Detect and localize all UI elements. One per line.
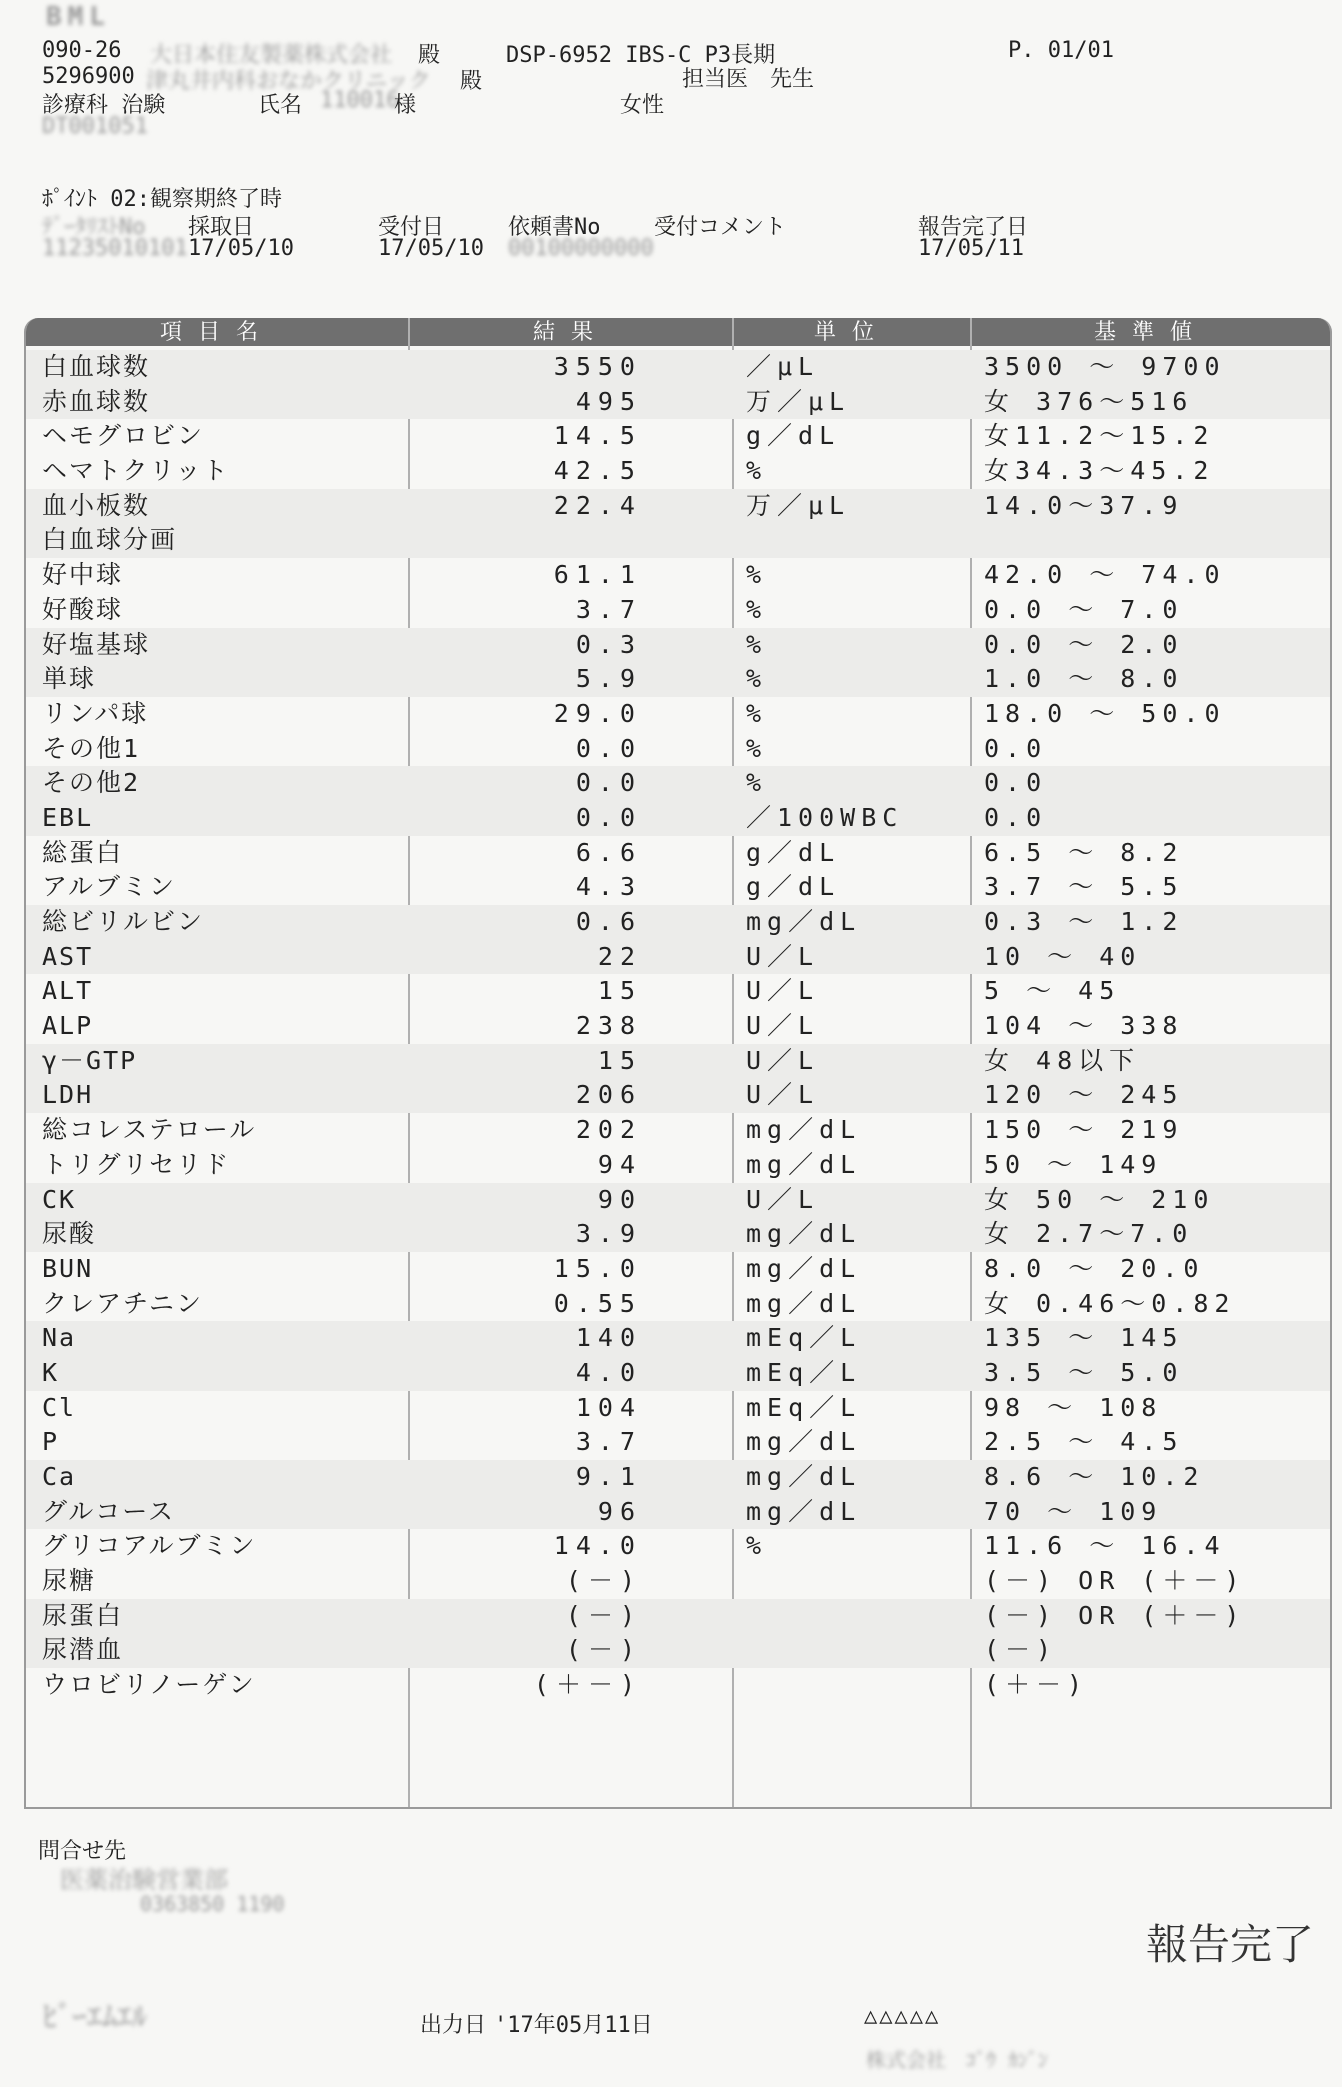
reference-range: 70 ～ 109	[984, 1496, 1163, 1526]
reference-range: 3.5 ～ 5.0	[984, 1357, 1184, 1387]
reference-range: (－) OR (＋－)	[984, 1600, 1246, 1630]
table-row	[26, 1321, 1330, 1356]
table-row	[26, 1287, 1330, 1322]
study-code: DSP-6952 IBS-C P3長期	[506, 43, 776, 68]
contact-label: 問合せ先	[38, 1839, 127, 1864]
table-row	[26, 1633, 1330, 1668]
reception-comment-label: 受付コメント	[654, 215, 787, 240]
unit: U／L	[746, 1080, 820, 1110]
unit: %	[746, 698, 768, 728]
item-name: P	[42, 1427, 60, 1457]
item-name: EBL	[42, 802, 94, 832]
result-value: 0.0	[575, 768, 642, 798]
reference-range: 0.0	[984, 733, 1048, 763]
result-value: 202	[575, 1115, 642, 1145]
item-name: Ca	[42, 1462, 77, 1491]
unit: mEq／L	[746, 1392, 862, 1422]
clinic-name: 津丸井内科おなかクリニック	[146, 69, 431, 94]
item-name: ヘモグロビン	[42, 421, 205, 451]
datalist-value: 11235010101	[42, 236, 188, 261]
client-honorific: 殿	[418, 43, 441, 68]
unit: mg／dL	[746, 1496, 862, 1526]
collection-date: 17/05/10	[188, 236, 294, 261]
table-row	[26, 732, 1330, 767]
item-name: 尿糖	[42, 1566, 97, 1596]
reference-range: 女 376～516	[984, 386, 1194, 416]
table-row	[26, 523, 1330, 558]
reference-range: 11.6 ～ 16.4	[984, 1531, 1226, 1561]
item-name: LDH	[42, 1080, 94, 1110]
reference-range: 女 50 ～ 210	[984, 1184, 1215, 1214]
result-value: 15	[597, 976, 642, 1006]
table-row	[26, 1391, 1330, 1426]
company-name: ﾋﾞｰｴﾑｴﾙ	[42, 2000, 147, 2035]
request-number: 00100000000	[508, 236, 654, 261]
unit: mg／dL	[746, 1149, 862, 1179]
department: 診療科 治験	[42, 93, 166, 118]
contact-phone: 0363850 1190	[140, 1892, 285, 1916]
result-value: 0.3	[575, 629, 642, 659]
triangle-marks: △△△△△	[864, 2004, 941, 2029]
header-item-name: 項目名	[159, 319, 274, 344]
result-value: 5.9	[575, 664, 642, 694]
reference-range: 98 ～ 108	[984, 1392, 1163, 1422]
table-row	[26, 593, 1330, 628]
item-name: 白血球数	[42, 352, 151, 381]
page-number: P. 01/01	[1008, 38, 1114, 63]
results-table	[24, 318, 1332, 1809]
table-header	[26, 318, 1330, 346]
patient-sex: 女性	[620, 93, 665, 118]
reference-range: 0.0	[984, 802, 1048, 832]
doctor-label: 担当医 先生	[682, 67, 815, 92]
unit: mg／dL	[746, 1253, 862, 1283]
result-value: 29.0	[553, 698, 642, 728]
result-value: 15	[597, 1045, 642, 1075]
result-value: (－)	[565, 1635, 642, 1665]
unit: %	[746, 733, 768, 763]
unit: mg／dL	[746, 1427, 862, 1457]
result-value: 90	[597, 1184, 642, 1214]
contact-department: 医薬治験営業部	[60, 1866, 228, 1894]
result-value: 22.4	[553, 490, 642, 520]
table-row	[26, 1495, 1330, 1530]
reference-range: 女 2.7～7.0	[984, 1219, 1194, 1249]
unit: mEq／L	[746, 1357, 862, 1387]
result-value: 495	[575, 386, 642, 416]
table-row	[26, 1564, 1330, 1599]
table-row	[26, 558, 1330, 593]
result-value: 9.1	[575, 1462, 642, 1491]
reference-range: 女11.2～15.2	[984, 421, 1215, 451]
reference-range: 女 0.46～0.82	[984, 1288, 1236, 1318]
result-value: 4.3	[575, 872, 642, 902]
item-name: 尿潜血	[42, 1635, 124, 1665]
item-name: その他2	[42, 768, 141, 798]
table-row	[26, 1044, 1330, 1079]
item-name: アルブミン	[42, 872, 177, 902]
item-name: グリコアルブミン	[42, 1531, 257, 1561]
unit: mEq／L	[746, 1323, 862, 1353]
result-value: 22	[597, 941, 642, 971]
patient-honorific: 様	[394, 93, 417, 118]
unit: ／100WBC	[746, 802, 904, 832]
clinic-honorific: 殿	[460, 69, 483, 94]
item-name: リンパ球	[42, 698, 149, 728]
result-value: (＋－)	[533, 1670, 642, 1700]
unit: %	[746, 456, 768, 486]
received-date: 17/05/10	[378, 236, 484, 261]
header-reference: 基準値	[1093, 319, 1208, 344]
table-row	[26, 1183, 1330, 1218]
table-row	[26, 628, 1330, 663]
received-date-label: 受付日	[378, 215, 445, 240]
result-value: 206	[575, 1080, 642, 1110]
reference-range: 120 ～ 245	[984, 1080, 1184, 1110]
reference-range: 50 ～ 149	[984, 1149, 1163, 1179]
table-row	[26, 1425, 1330, 1460]
result-value: 0.0	[575, 802, 642, 832]
result-value: 0.55	[553, 1288, 642, 1318]
patient-name: 110016	[320, 88, 400, 113]
reference-range: 18.0 ～ 50.0	[984, 698, 1226, 728]
client-name: 大日本住友製薬株式会社	[150, 43, 393, 68]
reference-range: 6.5 ～ 8.2	[984, 837, 1184, 867]
result-value: 15.0	[553, 1253, 642, 1283]
table-row	[26, 419, 1330, 454]
item-name: 総蛋白	[42, 837, 124, 867]
item-name: 総ビリルビン	[42, 907, 205, 936]
item-name: 好酸球	[42, 594, 124, 624]
result-value: (－)	[565, 1600, 642, 1630]
collection-date-label: 採取日	[188, 215, 255, 240]
reference-range: 8.6 ～ 10.2	[984, 1462, 1205, 1491]
clinic-code: 5296900	[42, 64, 135, 89]
table-row	[26, 1078, 1330, 1113]
unit: mg／dL	[746, 1219, 862, 1249]
item-name: Cl	[42, 1392, 77, 1422]
result-value: 0.0	[575, 733, 642, 763]
reference-range: (－)	[984, 1635, 1058, 1665]
header-result: 結果	[532, 319, 609, 344]
unit: %	[746, 768, 768, 798]
reference-range: 135 ～ 145	[984, 1323, 1184, 1353]
reference-range: 10 ～ 40	[984, 941, 1142, 971]
result-value: 3550	[553, 352, 642, 381]
item-name: 好中球	[42, 560, 124, 590]
reference-range: 14.0～37.9	[984, 490, 1184, 520]
reference-range: 0.0 ～ 7.0	[984, 594, 1184, 624]
table-row	[26, 974, 1330, 1009]
unit: mg／dL	[746, 1115, 862, 1145]
item-name: BUN	[42, 1253, 94, 1283]
unit: g／dL	[746, 421, 841, 451]
result-value: 14.5	[553, 421, 642, 451]
unit: g／dL	[746, 837, 841, 867]
unit: U／L	[746, 1045, 820, 1075]
reference-range: 104 ～ 338	[984, 1011, 1184, 1041]
result-value: 0.6	[575, 907, 642, 936]
reference-range: 0.0	[984, 768, 1048, 798]
result-value: 3.7	[575, 594, 642, 624]
table-row	[26, 662, 1330, 697]
unit: U／L	[746, 1011, 820, 1041]
item-name: CK	[42, 1184, 77, 1214]
table-row	[26, 1668, 1330, 1703]
table-row	[26, 350, 1330, 385]
report-date-label: 報告完了日	[918, 215, 1029, 240]
result-value: 42.5	[553, 456, 642, 486]
item-name: ウロビリノーゲン	[42, 1670, 256, 1700]
table-row	[26, 489, 1330, 524]
output-date-label: 出力日	[420, 2013, 487, 2038]
item-name: 尿酸	[42, 1219, 97, 1249]
item-name: 好塩基球	[42, 629, 151, 659]
report-complete-stamp: 報告完了	[1146, 1920, 1315, 1969]
item-name: Na	[42, 1323, 77, 1353]
item-name: 赤血球数	[42, 386, 151, 416]
item-name: グルコース	[42, 1496, 176, 1526]
unit: %	[746, 629, 768, 659]
item-name: 血小板数	[42, 490, 151, 520]
reference-range: (－) OR (＋－)	[984, 1566, 1246, 1596]
reference-range: 150 ～ 219	[984, 1115, 1184, 1145]
result-value: 3.7	[575, 1427, 642, 1457]
unit: 万／μL	[746, 386, 851, 416]
result-value: 14.0	[553, 1531, 642, 1561]
unit: %	[746, 664, 768, 694]
item-name: その他1	[42, 733, 141, 763]
reference-range: 5 ～ 45	[984, 976, 1121, 1006]
reference-range: 3.7 ～ 5.5	[984, 872, 1184, 902]
item-name: 総コレステロール	[42, 1115, 257, 1145]
table-row	[26, 1217, 1330, 1252]
patient-name-label: 氏名	[258, 93, 303, 118]
unit: 万／μL	[746, 490, 851, 520]
item-name: ヘマトクリット	[42, 456, 230, 486]
unit: mg／dL	[746, 907, 862, 936]
reference-range: 1.0 ～ 8.0	[984, 664, 1184, 694]
item-name: ALP	[42, 1011, 94, 1041]
unit: %	[746, 1531, 768, 1561]
unit: ／μL	[746, 352, 820, 381]
item-name: AST	[42, 941, 94, 971]
item-name: トリグリセリド	[42, 1149, 231, 1179]
unit: mg／dL	[746, 1288, 862, 1318]
datalist-label: ﾃﾞｰﾀﾘｽﾄNo	[42, 215, 146, 240]
table-row	[26, 1252, 1330, 1287]
result-value: 61.1	[553, 560, 642, 590]
table-row	[26, 870, 1330, 905]
result-value: 140	[575, 1323, 642, 1353]
table-row	[26, 766, 1330, 801]
output-date: '17年05月11日	[494, 2013, 653, 2038]
logo: BML	[46, 2, 111, 32]
header-unit: 単位	[813, 319, 890, 344]
result-value: 94	[597, 1149, 642, 1179]
footer-right-text: 株式会社 ｺﾞｳ ｶﾝﾞﾝ	[866, 2048, 1049, 2072]
reference-range: 女 48以下	[984, 1045, 1141, 1075]
item-name: 尿蛋白	[42, 1600, 124, 1630]
result-value: 104	[575, 1392, 642, 1422]
reference-range: 0.3 ～ 1.2	[984, 907, 1184, 936]
item-name: 単球	[42, 664, 97, 694]
table-row	[26, 1599, 1330, 1634]
client-code: 090-26	[42, 38, 122, 63]
table-row	[26, 385, 1330, 420]
unit: %	[746, 560, 768, 590]
table-body	[26, 350, 1330, 1703]
result-value: 238	[575, 1011, 642, 1041]
patient-id: DT001051	[42, 114, 148, 139]
reference-range: 42.0 ～ 74.0	[984, 560, 1226, 590]
unit: U／L	[746, 941, 820, 971]
result-value: 96	[597, 1496, 642, 1526]
table-row	[26, 1529, 1330, 1564]
table-row	[26, 1148, 1330, 1183]
visit-point: ﾎﾟｲﾝﾄ 02:観察期終了時	[42, 187, 282, 212]
reference-range: 0.0 ～ 2.0	[984, 629, 1184, 659]
unit: U／L	[746, 1184, 820, 1214]
table-row	[26, 905, 1330, 940]
reference-range: 3500 ～ 9700	[984, 352, 1226, 381]
item-name: K	[42, 1357, 60, 1387]
unit: U／L	[746, 976, 820, 1006]
reference-range: 2.5 ～ 4.5	[984, 1427, 1184, 1457]
item-name: ALT	[42, 976, 94, 1006]
unit: %	[746, 594, 768, 624]
table-row	[26, 1460, 1330, 1495]
item-name: クレアチニン	[42, 1288, 204, 1318]
table-row	[26, 1356, 1330, 1391]
table-row	[26, 836, 1330, 871]
table-row	[26, 1009, 1330, 1044]
result-value: 6.6	[575, 837, 642, 867]
reference-range: 8.0 ～ 20.0	[984, 1253, 1205, 1283]
result-value: 3.9	[575, 1219, 642, 1249]
table-row	[26, 454, 1330, 489]
reference-range: 女34.3～45.2	[984, 456, 1215, 486]
unit: g／dL	[746, 872, 841, 902]
report-date: 17/05/11	[918, 236, 1024, 261]
unit: mg／dL	[746, 1462, 862, 1491]
reference-range: (＋－)	[984, 1670, 1089, 1700]
request-number-label: 依頼書No	[508, 215, 601, 240]
result-value: (－)	[565, 1566, 642, 1596]
table-row	[26, 1113, 1330, 1148]
table-row	[26, 801, 1330, 836]
table-row	[26, 940, 1330, 975]
item-name: 白血球分画	[42, 525, 178, 555]
result-value: 4.0	[575, 1357, 642, 1387]
table-row	[26, 697, 1330, 732]
item-name: γ－GTP	[42, 1045, 138, 1075]
